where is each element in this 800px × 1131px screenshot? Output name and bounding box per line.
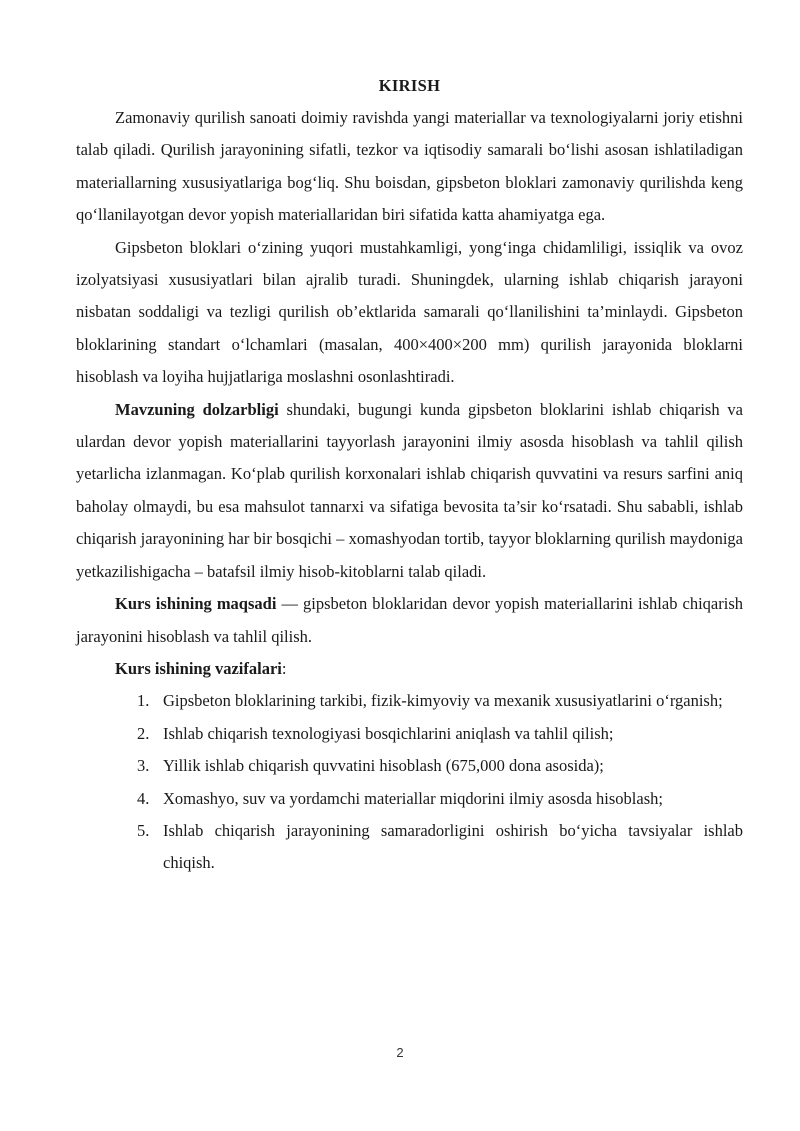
list-item-text: Ishlab chiqarish jarayonining samaradorligini oshirish bo‘yicha tavsiyalar ishlab chiqish. (163, 820, 743, 873)
tasks-list (76, 685, 743, 879)
list-item (76, 685, 743, 717)
page-title: KIRISH (378, 76, 441, 95)
list-item (76, 783, 743, 815)
list-item-text: Gipsbeton bloklarining tarkibi, fizik-kimyoviy va mexanik xususiyatlarini o‘rganish; (163, 691, 723, 711)
intro-paragraph-1: Zamonaviy qurilish sanoati doimiy ravishda yangi materiallar va texnologiyalarni joriy etishni talab qiladi. Qurilish jarayonining sifatli, tezkor va iqtisodiy samarali bo‘lishi asosan ishlatiladigan materiallarning xususiyatlariga bog‘liq. Shu boisdan, gipsbeton bloklari zamonaviy qurilishda keng qo‘llanilayotgan devor yopish materiallaridan biri sifatida katta ahamiyatga ega. (76, 108, 743, 225)
tasks-heading-colon: : (281, 658, 287, 678)
goal-label: Kurs ishining maqsadi (115, 594, 277, 614)
list-item-text: Yillik ishlab chiqarish quvvatini hisoblash (675,000 dona asosida); (163, 756, 604, 776)
tasks-heading-label: Kurs ishining vazifalari (115, 658, 282, 678)
list-item-number: 2. (137, 723, 150, 743)
relevance-text: shundaki, bugungi kunda gipsbeton bloklarini ishlab chiqarish va ulardan devor yopish materiallarini tayyorlash jarayonini ilmiy asosda hisoblash va tahlil qilish yetarlicha izlanmagan. Ko‘plab qurilish korxonalari ishlab chiqarish quvvatini va resurs sarfini aniq baholay olmaydi, bu esa mahsulot tannarxi va sifatiga bevosita ta’sir ko‘rsatadi. Shu sababli, ishlab chiqarish jarayonining har bir bosqichi – xomashyodan tortib, tayyor bloklarning qurilish maydoniga yetkazilishigacha – batafsil ilmiy hisob-kitoblarni talab qiladi. (76, 399, 743, 581)
page-number: 2 (396, 1045, 404, 1060)
list-item-number: 3. (137, 756, 150, 776)
list-item (76, 718, 743, 750)
list-item (76, 815, 743, 880)
list-item-number: 4. (137, 788, 150, 808)
goal-paragraph (76, 588, 743, 653)
intro-paragraph-2: Gipsbeton bloklari o‘zining yuqori mustahkamligi, yong‘inga chidamliligi, issiqlik va ovoz izolyatsiyasi xususiyatlari bilan ajralib turadi. Shuningdek, ularning ishlab chiqarish jarayoni nisbatan soddaligi va tezligi qurilish ob’ektlarida samarali qo‘llanilishini ta’minlaydi. Gipsbeton bloklarining standart o‘lchamlari (masalan, 400×400×200 mm) qurilish jarayonida bloklarni hisoblash va loyiha hujjatlariga moslashni osonlashtiradi. (76, 237, 743, 387)
list-item-number: 1. (137, 691, 150, 711)
relevance-paragraph (76, 394, 743, 588)
list-item-number: 5. (137, 820, 150, 840)
list-item-text: Ishlab chiqarish texnologiyasi bosqichlarini aniqlash va tahlil qilish; (163, 723, 614, 743)
document-page (76, 70, 743, 880)
list-item-text: Xomashyo, suv va yordamchi materiallar miqdorini ilmiy asosda hisoblash; (163, 788, 663, 808)
list-item (76, 750, 743, 782)
tasks-heading (76, 653, 743, 685)
goal-text: — gipsbeton bloklaridan devor yopish materiallarini ishlab chiqarish jarayonini hisoblash va tahlil qilish. (76, 594, 743, 646)
relevance-label: Mavzuning dolzarbligi (115, 399, 279, 419)
